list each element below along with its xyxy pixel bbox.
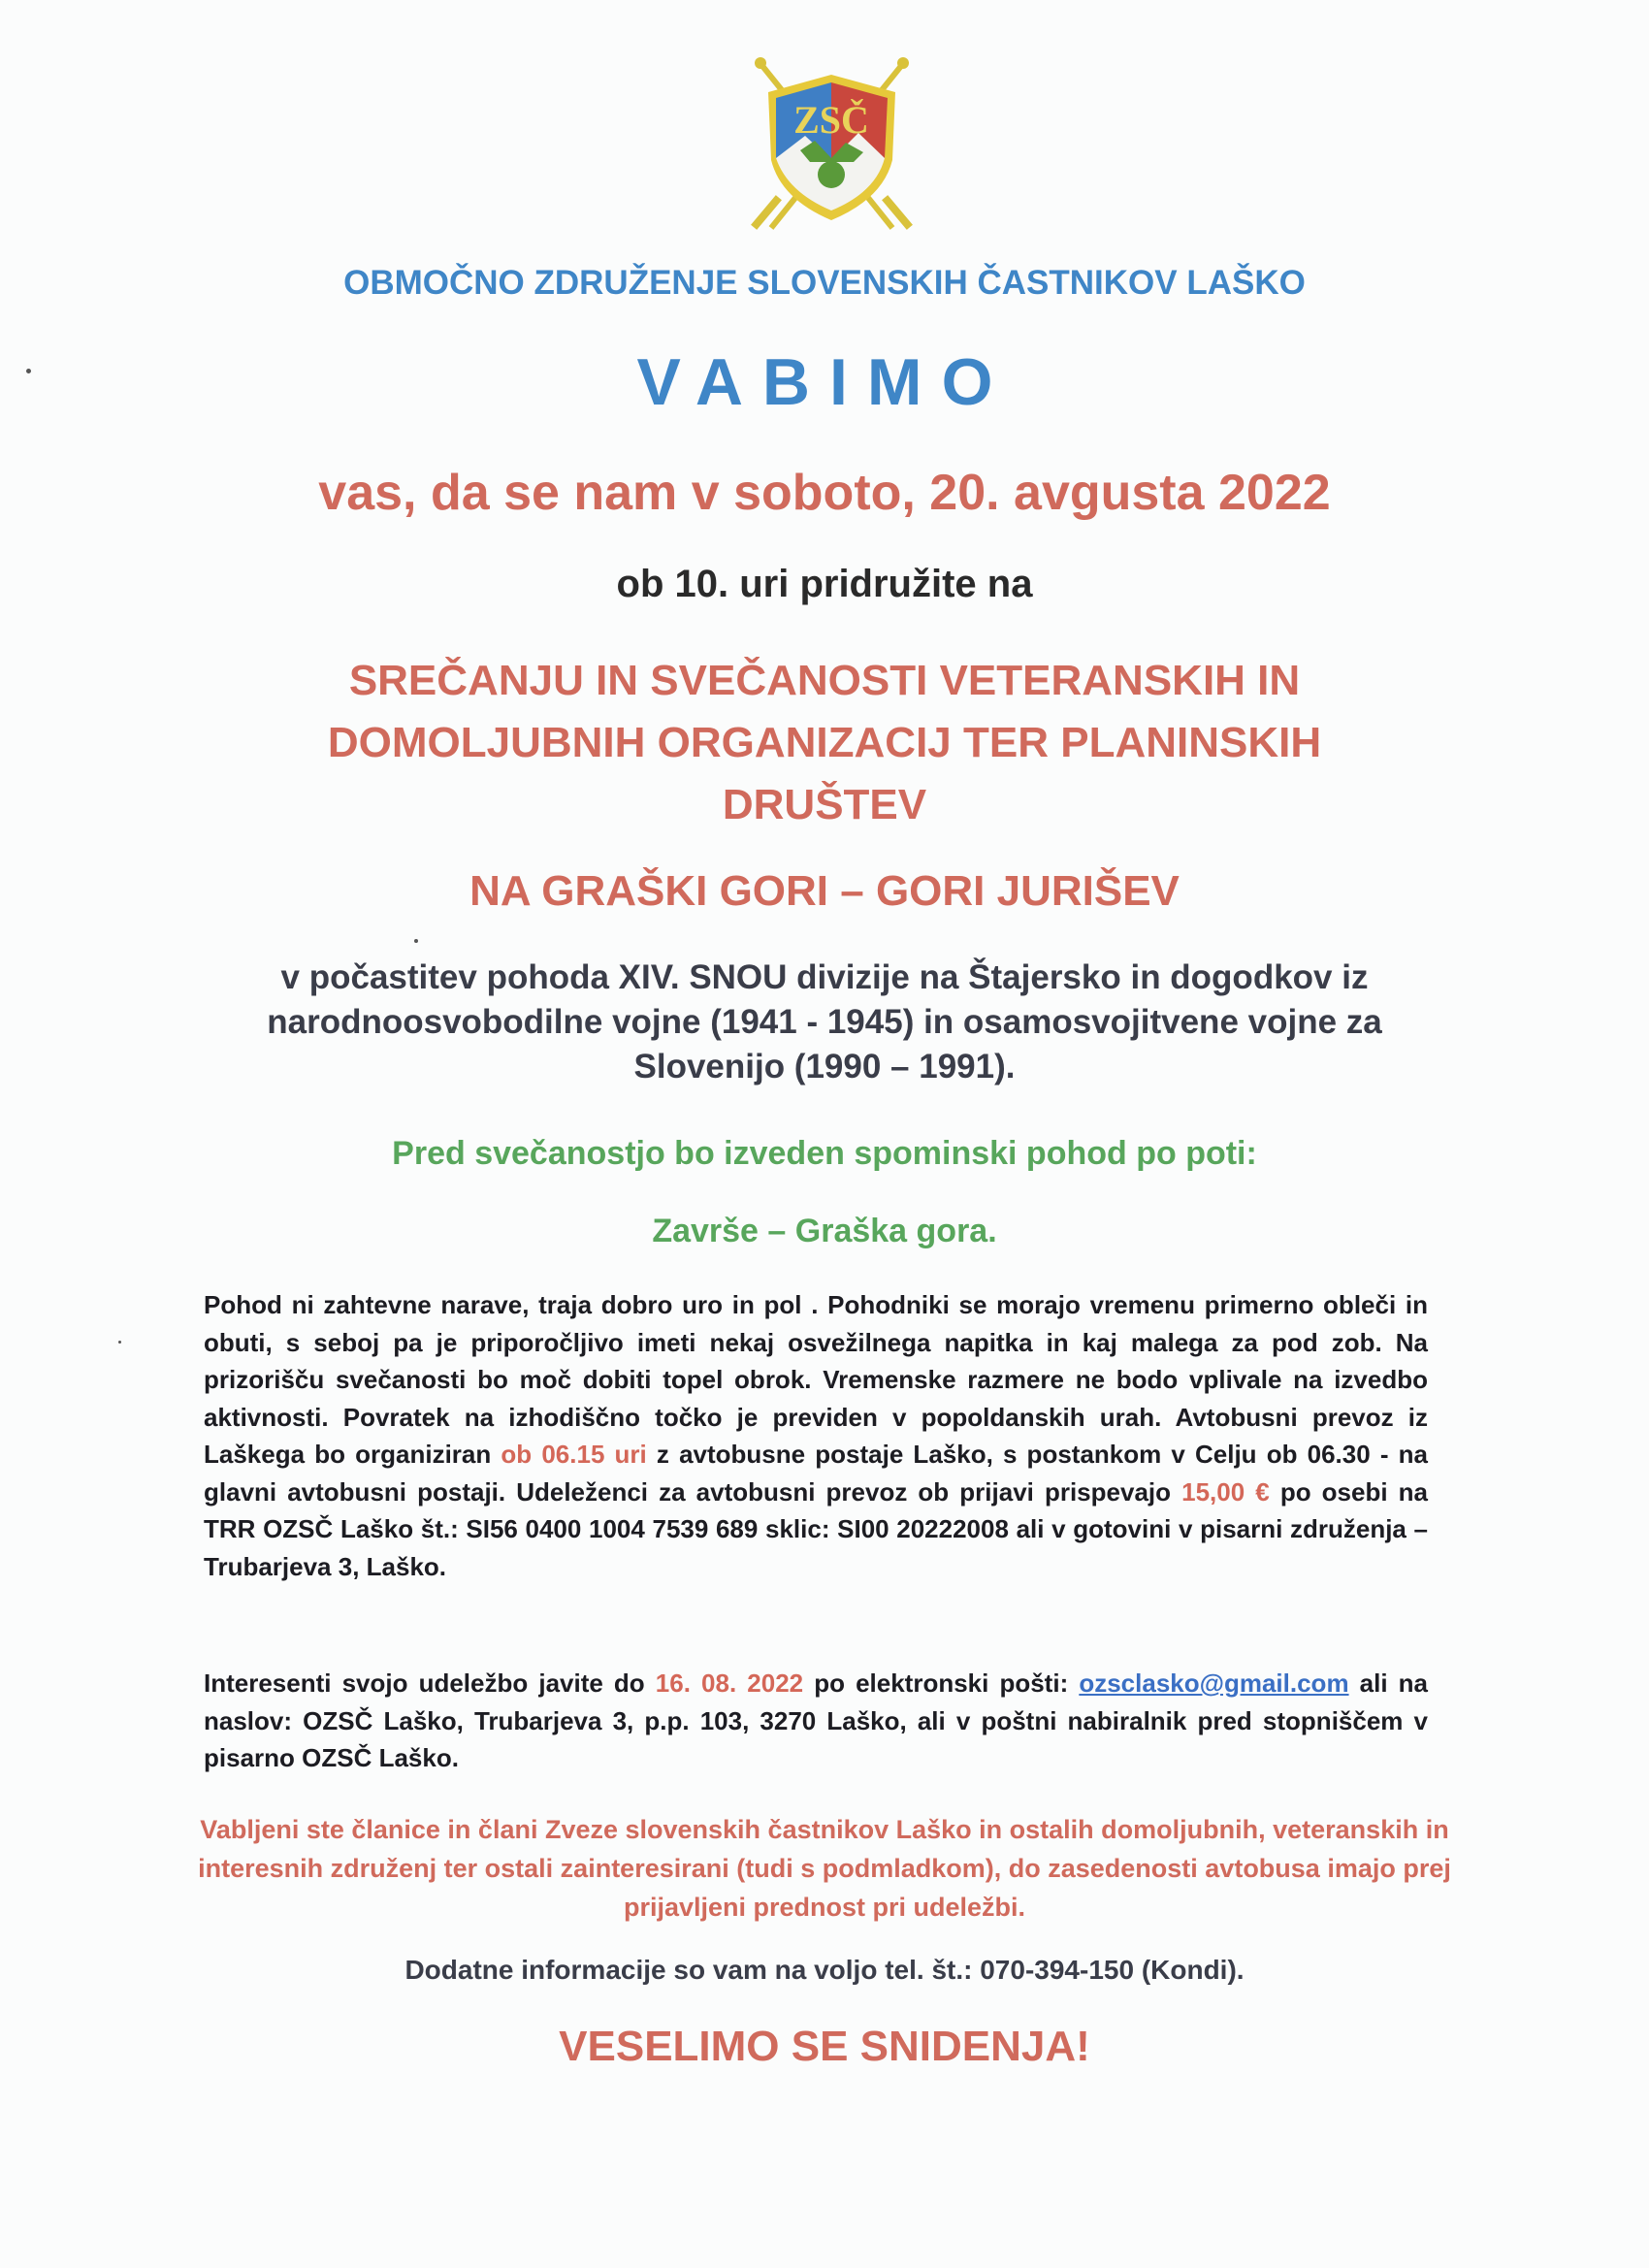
scan-speck bbox=[414, 939, 418, 943]
invitation-heading: VABIMO bbox=[636, 345, 1013, 419]
details-paragraph: Pohod ni zahtevne narave, traja dobro uro in pol . Pohodniki se morajo vremenu primerno obleči in obuti, s seboj pa je priporočljivo imeti nekaj osvežilnega napitka in kaj malega za pod zob. Na prizorišču svečanosti bo moč dobiti topel obrok. Vremenske razmere ne bodo vplivale na izvedbo aktivnosti. Povratek na izhodiščno točko je previden v popoldanskih urah. Avtobusni prevoz iz Laškega bo organiziran ob 06.15 uri z avtobusne postaje Laško, s postankom v Celju ob 06.30 - na glavni avtobusni postaji. Udeleženci za avtobusni prevoz ob prijavi prispevajo 15,00 € po osebi na TRR OZSČ Laško št.: SI56 0400 1004 7539 689 sklic: SI00 20222008 ali v gotovini v pisarni združenja – Trubarjeva 3, Laško. bbox=[204, 1290, 1429, 1581]
pre-walk-note: Pred svečanostjo bo izveden spominski pohod po poti: bbox=[392, 1135, 1257, 1172]
event-title: SREČANJU IN SVEČANOSTI VETERANSKIH IN DOMOLJUBNIH ORGANIZACIJ TER PLANINSKIH DRUŠTEV bbox=[327, 657, 1322, 828]
time-line: ob 10. uri pridružite na bbox=[616, 563, 1033, 605]
honor-text: v počastitev pohoda XIV. SNOU divizije na Štajersko in dogodkov iz narodnoosvobodilne vojne (1941 - 1945) in osamosvojitvene vojne za Slovenijo (1990 – 1991). bbox=[267, 958, 1382, 1085]
members-invitation: Vabljeni ste članice in člani Zveze slovenskih častnikov Laško in ostalih domoljubnih, veteranskih in interesnih združenj ter ostali zainteresirani (tudi s podmladkom), do zasedenosti avtobusa imajo prej prijavljeni prednost pri udeležbi. bbox=[198, 1815, 1451, 1922]
scan-speck bbox=[118, 1341, 121, 1344]
event-location: NA GRAŠKI GORI – GORI JURIŠEV bbox=[469, 867, 1180, 915]
zsc-crest-logo bbox=[747, 53, 917, 238]
contact-info: Dodatne informacije so vam na voljo tel. št.: 070-394-150 (Kondi). bbox=[404, 1955, 1245, 1985]
closing-line: VESELIMO SE SNIDENJA! bbox=[559, 2023, 1090, 2070]
invite-date-line: vas, da se nam v soboto, 20. avgusta 2022 bbox=[318, 465, 1331, 521]
registration-deadline: 16. 08. 2022 bbox=[655, 1669, 804, 1698]
email-link[interactable]: ozsclasko@gmail.com bbox=[1079, 1669, 1349, 1698]
organization-name: OBMOČNO ZDRUŽENJE SLOVENSKIH ČASTNIKOV LAŠKO bbox=[343, 264, 1306, 302]
registration-paragraph: Interesenti svojo udeležbo javite do 16. 08. 2022 po elektronski pošti: ozsclasko@gmail.com ali na naslov: OZSČ Laško, Trubarjeva 3, p.p. 103, 3270 Laško, ali v poštni nabiralnik pred stopniščem v pisarno OZSČ Laško. bbox=[204, 1669, 1429, 1772]
logo-lettering: ZSČ bbox=[793, 98, 869, 142]
scan-speck bbox=[26, 369, 31, 373]
walk-route: Završe – Graška gora. bbox=[652, 1213, 997, 1249]
bus-departure-time: ob 06.15 uri bbox=[501, 1440, 647, 1469]
bus-fee: 15,00 € bbox=[1181, 1476, 1270, 1507]
